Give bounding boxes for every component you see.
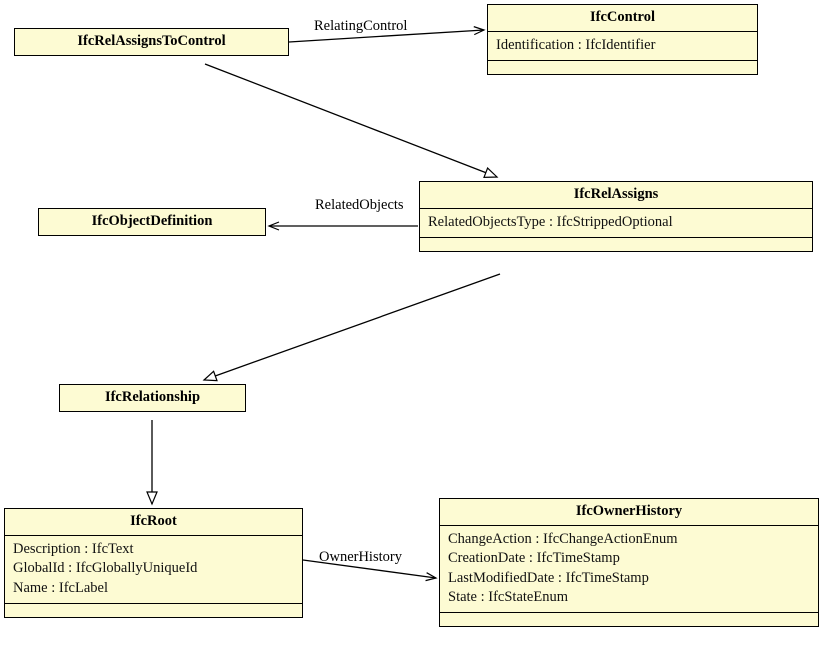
class-title: IfcRelAssigns — [573, 186, 659, 202]
class-operations — [440, 612, 818, 626]
class-box-ifccontrol[interactable] — [487, 4, 758, 75]
class-box-ifcownerhistory[interactable] — [439, 498, 819, 627]
class-attribute: RelatedObjectsType : IfcStrippedOptional — [428, 213, 673, 230]
class-attribute: LastModifiedDate : IfcTimeStamp — [448, 569, 649, 586]
class-operations — [420, 237, 812, 251]
class-attribute: Identification : IfcIdentifier — [496, 36, 656, 53]
edge-generalization-relassigns — [204, 274, 500, 380]
class-attribute: Description : IfcText — [13, 540, 134, 557]
edge-label-owner-history: OwnerHistory — [319, 549, 402, 565]
class-operations — [488, 60, 757, 74]
class-box-ifcobjectdefinition[interactable] — [38, 208, 266, 236]
class-attribute: ChangeAction : IfcChangeActionEnum — [448, 530, 678, 547]
class-attributes — [488, 31, 757, 60]
class-title: IfcRelationship — [104, 389, 201, 405]
class-title: IfcRoot — [130, 513, 177, 529]
class-attribute: State : IfcStateEnum — [448, 588, 568, 605]
class-box-ifcrelassigns[interactable] — [419, 181, 813, 252]
class-title: IfcObjectDefinition — [91, 213, 213, 229]
class-attribute: Name : IfcLabel — [13, 579, 109, 596]
class-title: IfcRelAssignsToControl — [77, 33, 226, 49]
edge-generalization-relassignstocontrol — [205, 64, 497, 177]
class-attribute: GlobalId : IfcGloballyUniqueId — [13, 560, 198, 577]
class-attribute: CreationDate : IfcTimeStamp — [448, 550, 620, 567]
class-attributes — [420, 208, 812, 237]
class-box-ifcroot[interactable] — [4, 508, 303, 618]
class-box-ifcrelationship[interactable] — [59, 384, 246, 412]
edge-label-related-objects: RelatedObjects — [315, 197, 404, 213]
class-attributes — [440, 525, 818, 613]
edge-label-relating-control: RelatingControl — [314, 18, 408, 34]
class-attributes — [5, 535, 302, 603]
class-box-ifcrelassignstocontrol[interactable] — [14, 28, 289, 56]
class-title: IfcControl — [590, 9, 655, 25]
class-operations — [5, 603, 302, 617]
class-title: IfcOwnerHistory — [575, 503, 683, 519]
